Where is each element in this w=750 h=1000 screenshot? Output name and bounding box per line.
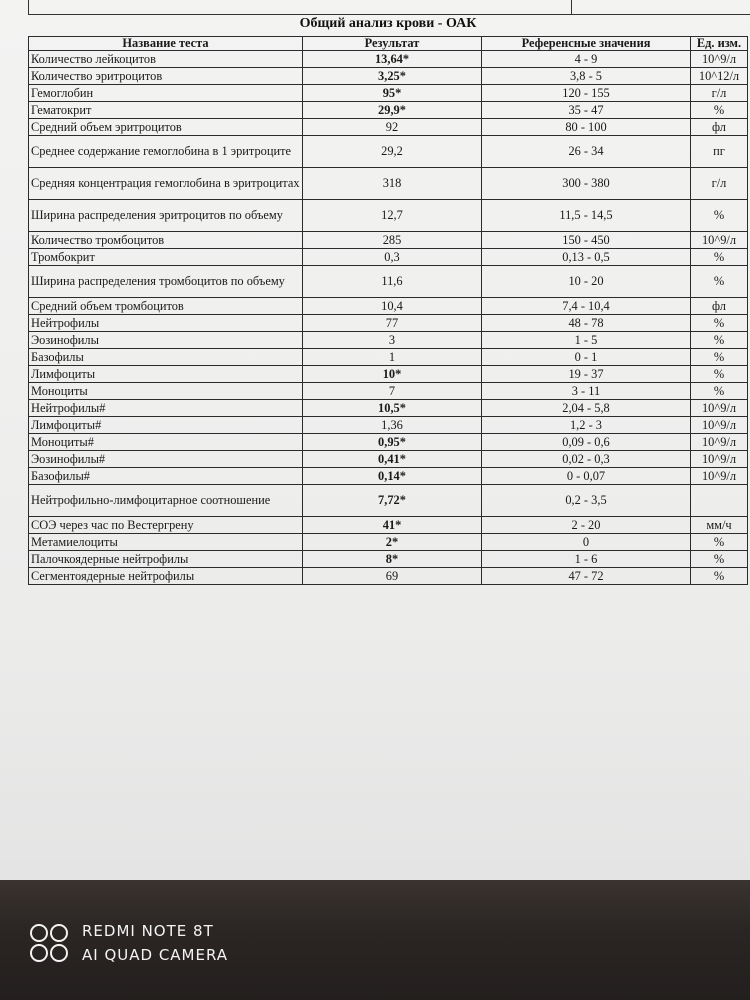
reference-cell: 2 - 20 (482, 517, 691, 534)
unit-cell: 10^9/л (691, 468, 748, 485)
reference-cell: 0,2 - 3,5 (482, 485, 691, 517)
reference-cell: 300 - 380 (482, 168, 691, 200)
reference-cell: 10 - 20 (482, 266, 691, 298)
reference-cell: 11,5 - 14,5 (482, 200, 691, 232)
result-cell: 11,6 (303, 266, 482, 298)
result-cell: 10,4 (303, 298, 482, 315)
test-name-cell: Тромбокрит (29, 249, 303, 266)
result-cell: 69 (303, 568, 482, 585)
unit-cell (691, 485, 748, 517)
reference-cell: 7,4 - 10,4 (482, 298, 691, 315)
table-row (29, 568, 748, 585)
table-row (29, 451, 748, 468)
unit-cell: 10^12/л (691, 68, 748, 85)
reference-cell: 0,13 - 0,5 (482, 249, 691, 266)
result-cell: 3 (303, 332, 482, 349)
table-row (29, 249, 748, 266)
unit-cell: % (691, 551, 748, 568)
result-cell: 92 (303, 119, 482, 136)
result-cell: 285 (303, 232, 482, 249)
test-name-cell: Лимфоциты (29, 366, 303, 383)
unit-cell: % (691, 332, 748, 349)
table-row (29, 232, 748, 249)
table-row (29, 298, 748, 315)
unit-cell: 10^9/л (691, 232, 748, 249)
camera-model-text: REDMI NOTE 8T (82, 922, 214, 940)
unit-cell: % (691, 200, 748, 232)
reference-cell: 0,09 - 0,6 (482, 434, 691, 451)
result-cell: 0,95* (303, 434, 482, 451)
reference-cell: 1 - 6 (482, 551, 691, 568)
test-name-cell: Нейтрофильно-лимфоцитарное соотношение (29, 485, 303, 517)
unit-cell: 10^9/л (691, 451, 748, 468)
unit-cell: г/л (691, 168, 748, 200)
test-name-cell: Гемоглобин (29, 85, 303, 102)
reference-cell: 47 - 72 (482, 568, 691, 585)
header-unit: Ед. изм. (691, 37, 748, 51)
test-name-cell: Базофилы# (29, 468, 303, 485)
test-name-cell: Среднее содержание гемоглобина в 1 эритроците (29, 136, 303, 168)
table-row (29, 400, 748, 417)
unit-cell: пг (691, 136, 748, 168)
test-name-cell: СОЭ через час по Вестергрену (29, 517, 303, 534)
reference-cell: 4 - 9 (482, 51, 691, 68)
result-cell: 8* (303, 551, 482, 568)
previous-table-edge (28, 0, 750, 15)
reference-cell: 2,04 - 5,8 (482, 400, 691, 417)
test-name-cell: Моноциты# (29, 434, 303, 451)
test-name-cell: Лимфоциты# (29, 417, 303, 434)
test-name-cell: Нейтрофилы (29, 315, 303, 332)
table-row (29, 68, 748, 85)
result-cell: 29,2 (303, 136, 482, 168)
unit-cell: 10^9/л (691, 51, 748, 68)
reference-cell: 0 (482, 534, 691, 551)
reference-cell: 1,2 - 3 (482, 417, 691, 434)
result-cell: 1,36 (303, 417, 482, 434)
table-row (29, 315, 748, 332)
result-cell: 10* (303, 366, 482, 383)
reference-cell: 1 - 5 (482, 332, 691, 349)
table-row (29, 349, 748, 366)
result-cell: 29,9* (303, 102, 482, 119)
reference-cell: 3,8 - 5 (482, 68, 691, 85)
test-name-cell: Количество эритроцитов (29, 68, 303, 85)
reference-cell: 0 - 1 (482, 349, 691, 366)
reference-cell: 80 - 100 (482, 119, 691, 136)
table-row (29, 434, 748, 451)
unit-cell: % (691, 102, 748, 119)
header-result: Результат (303, 37, 482, 51)
reference-cell: 19 - 37 (482, 366, 691, 383)
test-name-cell: Метамиелоциты (29, 534, 303, 551)
table-row (29, 534, 748, 551)
unit-cell: % (691, 349, 748, 366)
unit-cell: фл (691, 119, 748, 136)
result-cell: 77 (303, 315, 482, 332)
unit-cell: мм/ч (691, 517, 748, 534)
table-row (29, 266, 748, 298)
table-row (29, 366, 748, 383)
test-name-cell: Базофилы (29, 349, 303, 366)
reference-cell: 150 - 450 (482, 232, 691, 249)
test-name-cell: Палочкоядерные нейтрофилы (29, 551, 303, 568)
results-table (28, 36, 748, 585)
result-cell: 95* (303, 85, 482, 102)
test-name-cell: Ширина распределения эритроцитов по объему (29, 200, 303, 232)
reference-cell: 48 - 78 (482, 315, 691, 332)
report-title: Общий анализ крови - ОАК (299, 16, 477, 31)
unit-cell: 10^9/л (691, 417, 748, 434)
unit-cell: 10^9/л (691, 434, 748, 451)
table-row (29, 136, 748, 168)
unit-cell: % (691, 266, 748, 298)
test-name-cell: Эозинофилы# (29, 451, 303, 468)
result-cell: 0,3 (303, 249, 482, 266)
table-row (29, 517, 748, 534)
unit-cell: % (691, 315, 748, 332)
result-cell: 13,64* (303, 51, 482, 68)
camera-watermark (28, 920, 248, 970)
test-name-cell: Эозинофилы (29, 332, 303, 349)
test-name-cell: Гематокрит (29, 102, 303, 119)
table-row (29, 119, 748, 136)
reference-cell: 3 - 11 (482, 383, 691, 400)
test-name-cell: Средний объем тромбоцитов (29, 298, 303, 315)
result-cell: 3,25* (303, 68, 482, 85)
unit-cell: % (691, 249, 748, 266)
test-name-cell: Ширина распределения тромбоцитов по объему (29, 266, 303, 298)
table-row (29, 417, 748, 434)
table-row (29, 468, 748, 485)
result-cell: 1 (303, 349, 482, 366)
reference-cell: 26 - 34 (482, 136, 691, 168)
unit-cell: фл (691, 298, 748, 315)
table-row (29, 51, 748, 68)
reference-cell: 0,02 - 0,3 (482, 451, 691, 468)
camera-feature-text: AI QUAD CAMERA (82, 946, 229, 964)
header-reference: Референсные значения (482, 37, 691, 51)
unit-cell: % (691, 534, 748, 551)
test-name-cell: Сегментоядерные нейтрофилы (29, 568, 303, 585)
test-name-cell: Средний объем эритроцитов (29, 119, 303, 136)
test-name-cell: Количество тромбоцитов (29, 232, 303, 249)
unit-cell: % (691, 568, 748, 585)
result-cell: 10,5* (303, 400, 482, 417)
reference-cell: 0 - 0,07 (482, 468, 691, 485)
table-row (29, 551, 748, 568)
table-row (29, 383, 748, 400)
result-cell: 41* (303, 517, 482, 534)
camera-rings-icon (28, 922, 74, 966)
table-row (29, 485, 748, 517)
table-row (29, 332, 748, 349)
unit-cell: % (691, 383, 748, 400)
table-row (29, 200, 748, 232)
table-row (29, 168, 748, 200)
result-cell: 2* (303, 534, 482, 551)
reference-cell: 35 - 47 (482, 102, 691, 119)
test-name-cell: Средняя концентрация гемоглобина в эритроцитах (29, 168, 303, 200)
unit-cell: 10^9/л (691, 400, 748, 417)
test-name-cell: Нейтрофилы# (29, 400, 303, 417)
unit-cell: % (691, 366, 748, 383)
table-header-row (29, 37, 748, 51)
table-row (29, 102, 748, 119)
result-cell: 12,7 (303, 200, 482, 232)
header-test-name: Название теста (29, 37, 303, 51)
result-cell: 0,14* (303, 468, 482, 485)
result-cell: 318 (303, 168, 482, 200)
reference-cell: 120 - 155 (482, 85, 691, 102)
result-cell: 0,41* (303, 451, 482, 468)
unit-cell: г/л (691, 85, 748, 102)
test-name-cell: Количество лейкоцитов (29, 51, 303, 68)
test-name-cell: Моноциты (29, 383, 303, 400)
table-row (29, 85, 748, 102)
result-cell: 7 (303, 383, 482, 400)
result-cell: 7,72* (303, 485, 482, 517)
